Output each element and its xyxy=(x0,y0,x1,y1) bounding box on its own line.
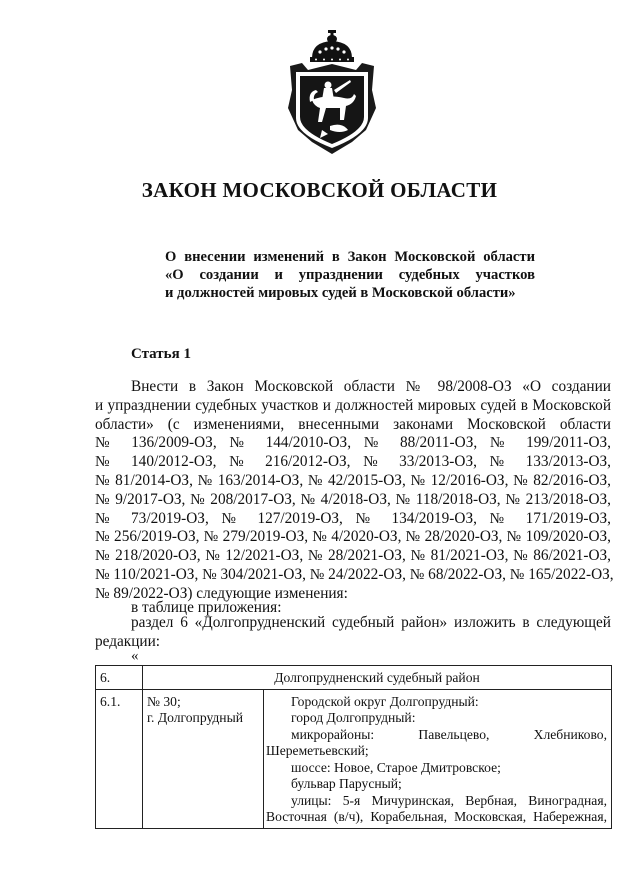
article-line: № 89/2022-ОЗ) следующие изменения: xyxy=(95,584,348,602)
subtitle-line: О внесении изменений в Закон Московской области xyxy=(165,249,535,265)
article-line: № 73/2019-ОЗ, № 127/2019-ОЗ, № 134/2019-ОЗ, № 171/2019-ОЗ, xyxy=(95,509,611,527)
article-line: и упразднении судебных участков и должностей мировых судей в Московской xyxy=(95,396,611,414)
district-table xyxy=(95,665,612,829)
row-site xyxy=(143,689,264,828)
table-row xyxy=(96,689,612,828)
section-line: редакции: xyxy=(95,632,161,650)
header-district-name: Долгопрудненский судебный район xyxy=(143,666,612,690)
table-header-row xyxy=(96,666,612,690)
article-body xyxy=(95,378,614,604)
coat-of-arms-icon xyxy=(282,30,382,156)
article-heading: Статья 1 xyxy=(131,346,191,362)
law-title: ЗАКОН МОСКОВСКОЙ ОБЛАСТИ xyxy=(141,178,498,202)
appendix-intro: в таблице приложения: xyxy=(131,599,282,616)
subtitle-line: и должностей мировых судей в Московской области» xyxy=(165,285,516,301)
site-city: г. Долгопрудный xyxy=(147,710,243,725)
description-line: шоссе: Новое, Старое Дмитровское; xyxy=(291,759,501,775)
description-line: Городской округ Долгопрудный: xyxy=(291,693,479,709)
row-number: 6.1. xyxy=(96,689,143,828)
description-line: Шереметьевский; xyxy=(266,743,369,758)
article-line: № 9/2017-ОЗ, № 208/2017-ОЗ, № 4/2018-ОЗ, № 118/2018-ОЗ, № 213/2018-ОЗ, xyxy=(95,490,611,508)
description-line: Восточная (в/ч), Корабельная, Московская, Набережная, xyxy=(266,809,607,824)
article-line: № 256/2019-ОЗ, № 279/2019-ОЗ, № 4/2020-ОЗ, № 28/2020-ОЗ, № 109/2020-ОЗ, xyxy=(95,528,611,546)
description-line: город Долгопрудный: xyxy=(291,710,416,725)
description-line: улицы: 5-я Мичуринская, Вербная, Виноградная, xyxy=(291,792,607,808)
article-line: № 140/2012-ОЗ, № 216/2012-ОЗ, № 33/2013-ОЗ, № 133/2013-ОЗ, xyxy=(95,453,611,471)
article-line: № 136/2009-ОЗ, № 144/2010-ОЗ, № 88/2011-ОЗ, № 199/2011-ОЗ, xyxy=(95,434,611,452)
subtitle-line: «О создании и упразднении судебных участков xyxy=(165,267,535,283)
article-line: № 81/2014-ОЗ, № 163/2014-ОЗ, № 42/2015-ОЗ, № 12/2016-ОЗ, № 82/2016-ОЗ, xyxy=(95,471,611,489)
description-line: микрорайоны: Павельцево, Хлебниково, xyxy=(291,726,607,742)
site-number: № 30; xyxy=(147,693,181,709)
section-instruction xyxy=(95,614,611,652)
section-line: раздел 6 «Долгопрудненский судебный район» изложить в следующей xyxy=(131,614,611,631)
row-description xyxy=(264,689,612,828)
header-number: 6. xyxy=(96,666,143,690)
article-line: № 110/2021-ОЗ, № 304/2021-ОЗ, № 24/2022-ОЗ, № 68/2022-ОЗ, № 165/2022-ОЗ, xyxy=(95,565,614,583)
article-line: Внести в Закон Московской области № 98/2008-ОЗ «О создании xyxy=(131,378,611,395)
article-line: № 218/2020-ОЗ, № 12/2021-ОЗ, № 28/2021-ОЗ, № 81/2021-ОЗ, № 86/2021-ОЗ, xyxy=(95,547,611,565)
law-subtitle xyxy=(165,248,535,302)
article-line: области» (с изменениями, внесенными законами Московской области xyxy=(95,415,611,433)
description-line: бульвар Парусный; xyxy=(291,776,402,791)
open-quote: « xyxy=(131,648,139,664)
